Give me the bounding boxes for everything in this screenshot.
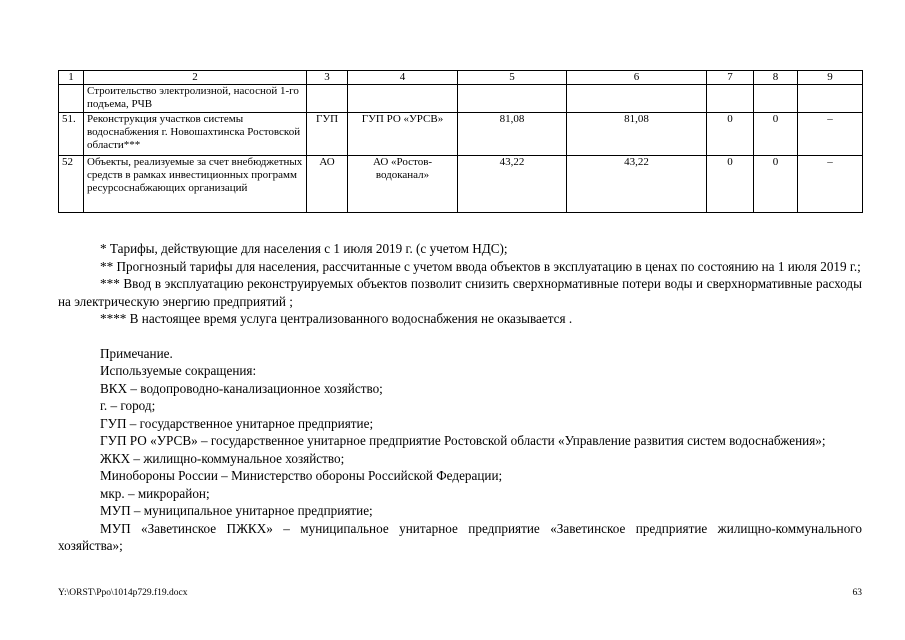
table-cell: 0 bbox=[754, 156, 798, 213]
notes-subtitle: Используемые сокращения: bbox=[100, 363, 257, 378]
column-number: 2 bbox=[84, 71, 307, 85]
table-row bbox=[59, 85, 863, 113]
table-row bbox=[59, 113, 863, 156]
table-cell bbox=[307, 85, 348, 113]
column-number: 8 bbox=[754, 71, 798, 85]
footnote: ** Прогнозный тарифы для населения, рассчитанные с учетом ввода объектов в эксплуатацию в ценах по состоянию на 1 июля 2019 г.; bbox=[100, 258, 861, 274]
table-cell: 43,22 bbox=[458, 156, 567, 213]
column-number: 5 bbox=[458, 71, 567, 85]
spacer bbox=[58, 328, 862, 345]
abbreviation-item: Минобороны России – Министерство обороны Российской Федерации; bbox=[100, 468, 503, 483]
column-number: 1 bbox=[59, 71, 84, 85]
table-cell bbox=[567, 85, 707, 113]
table-cell bbox=[348, 85, 458, 113]
table-cell: 81,08 bbox=[458, 113, 567, 156]
table-row bbox=[59, 156, 863, 213]
footnote: * Тарифы, действующие для населения с 1 июля 2019 г. (с учетом НДС); bbox=[100, 241, 508, 256]
notes-section bbox=[58, 240, 862, 555]
footnote: *** Ввод в эксплуатацию реконструируемых объектов позволит снизить сверхнормативные потери воды и сверхнормативные расходы на электрическую энергию предприятий ; bbox=[58, 276, 862, 309]
table-cell: 81,08 bbox=[567, 113, 707, 156]
table-cell: АО bbox=[307, 156, 348, 213]
abbreviation-item: г. – город; bbox=[100, 398, 156, 413]
data-table bbox=[58, 70, 863, 213]
abbreviation-item: ВКХ – водопроводно-канализационное хозяйство; bbox=[100, 380, 383, 396]
table-cell bbox=[707, 85, 754, 113]
table-cell bbox=[59, 85, 84, 113]
table-cell: ГУП bbox=[307, 113, 348, 156]
table-cell: Реконструкция участков системы водоснабжения г. Новошахтинска Ростовской области*** bbox=[84, 113, 307, 156]
table-cell: АО «Ростов-водоканал» bbox=[348, 156, 458, 213]
notes-title: Примечание. bbox=[100, 345, 173, 361]
table-cell: Строительство электролизной, насосной 1-го подъема, РЧВ bbox=[84, 85, 307, 113]
abbreviation-item: ЖКХ – жилищно-коммунальное хозяйство; bbox=[100, 450, 345, 466]
column-number: 9 bbox=[798, 71, 863, 85]
abbreviation-item: ГУП – государственное унитарное предприятие; bbox=[100, 415, 374, 431]
table-cell: 0 bbox=[707, 113, 754, 156]
abbreviation-item: ГУП РО «УРСВ» – государственное унитарное предприятие Ростовской области «Управление развития систем водоснабжения»; bbox=[100, 433, 826, 448]
page-footer bbox=[58, 588, 862, 598]
column-number: 4 bbox=[348, 71, 458, 85]
abbreviation-item: МУП – муниципальное унитарное предприятие; bbox=[100, 503, 373, 518]
table-cell: 51. bbox=[59, 113, 84, 156]
column-number: 6 bbox=[567, 71, 707, 85]
table-cell: – bbox=[798, 156, 863, 213]
abbreviation-item: мкр. – микрорайон; bbox=[100, 485, 210, 501]
table-cell: ГУП РО «УРСВ» bbox=[348, 113, 458, 156]
table-cell: Объекты, реализуемые за счет внебюджетных средств в рамках инвестиционных программ ресурсоснабжающих организаций bbox=[84, 156, 307, 213]
table-cell: 52 bbox=[59, 156, 84, 213]
column-number: 3 bbox=[307, 71, 348, 85]
table-cell bbox=[798, 85, 863, 113]
table-cell bbox=[458, 85, 567, 113]
table-cell: – bbox=[798, 113, 863, 156]
table-cell bbox=[754, 85, 798, 113]
column-number: 7 bbox=[707, 71, 754, 85]
table-header-row bbox=[59, 71, 863, 85]
table-cell: 0 bbox=[707, 156, 754, 213]
table-cell: 0 bbox=[754, 113, 798, 156]
file-path: Y:\ORST\Ppo\1014p729.f19.docx bbox=[58, 588, 188, 598]
abbreviation-item: МУП «Заветинское ПЖКХ» – муниципальное унитарное предприятие «Заветинское предприятие жилищно-коммунального хозяйства»; bbox=[58, 520, 862, 553]
table-cell: 43,22 bbox=[567, 156, 707, 213]
footnote: **** В настоящее время услуга централизованного водоснабжения не оказывается . bbox=[100, 311, 573, 326]
page-number: 63 bbox=[852, 588, 862, 598]
